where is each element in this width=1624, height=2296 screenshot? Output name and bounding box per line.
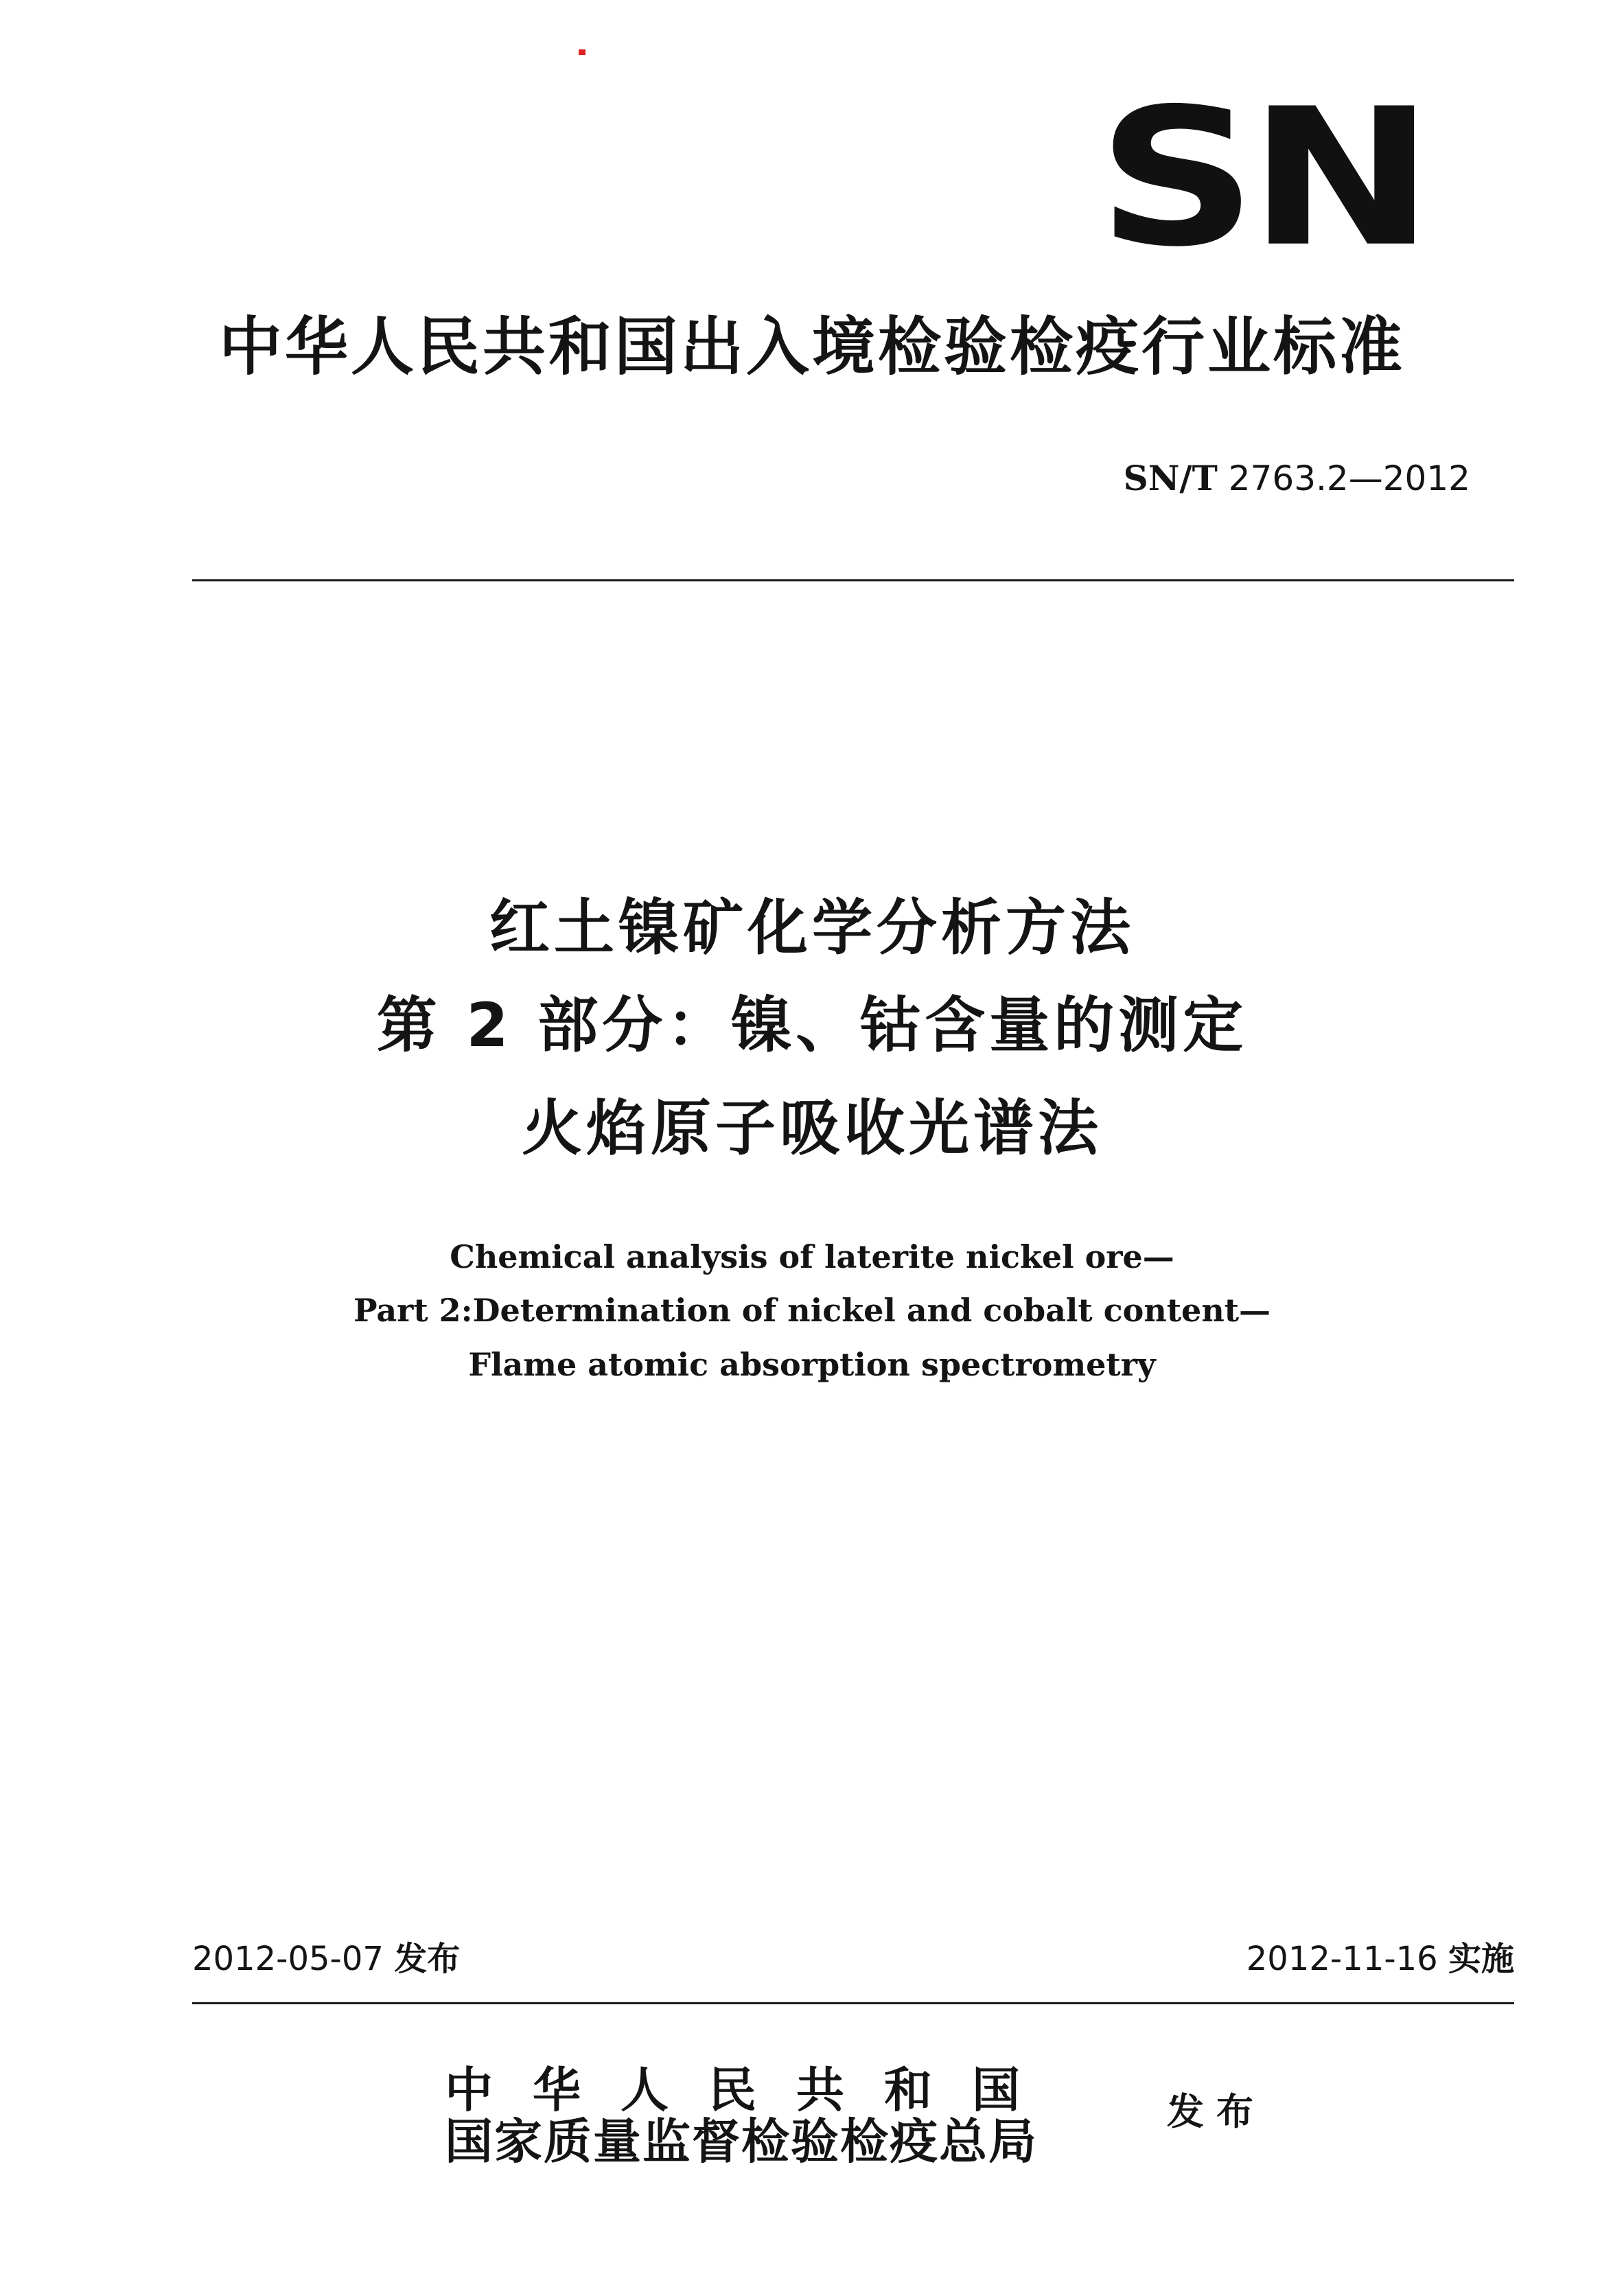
title-en-line-1: Chemical analysis of laterite nickel ore— [450, 1238, 1174, 1275]
issue-date-value: 2012-05-07 [192, 1940, 384, 1978]
title-cn-line-3: 火焰原子吸收光谱法 [521, 1093, 1102, 1163]
title-cn-line-1: 红土镍矿化学分析方法 [489, 892, 1135, 963]
publish-label: 发布 [1167, 2090, 1266, 2133]
standard-number [1123, 458, 1470, 498]
title-en-line-3: Flame atomic absorption spectrometry [468, 1346, 1156, 1383]
implementation-date-value: 2012-11-16 [1246, 1940, 1438, 1978]
sn-logo [1097, 68, 1426, 289]
implementation-date-label: 实施 [1448, 1940, 1514, 1978]
sn-logo-text: SN [1097, 68, 1426, 289]
standard-category-title: 中华人民共和国出入境检验检疫行业标准 [218, 310, 1405, 384]
standard-number-prefix: SN/T [1123, 458, 1218, 498]
standard-number-value: 2763.2—2012 [1228, 459, 1470, 498]
red-mark [579, 49, 585, 55]
implementation-date [1246, 1940, 1514, 1978]
top-divider [192, 579, 1514, 581]
issuer-line-2: 国家质量监督检验检疫总局 [445, 2113, 1038, 2170]
title-en-line-2: Part 2:Determination of nickel and cobalt content— [353, 1292, 1271, 1329]
issue-date-label: 发布 [394, 1940, 461, 1978]
issue-date [192, 1940, 461, 1978]
issuer-line-1: 中华人民共和国 [445, 2061, 1060, 2118]
title-cn-line-2: 第 2 部分：镍、钴含量的测定 [376, 990, 1248, 1060]
bottom-divider [192, 2002, 1514, 2004]
